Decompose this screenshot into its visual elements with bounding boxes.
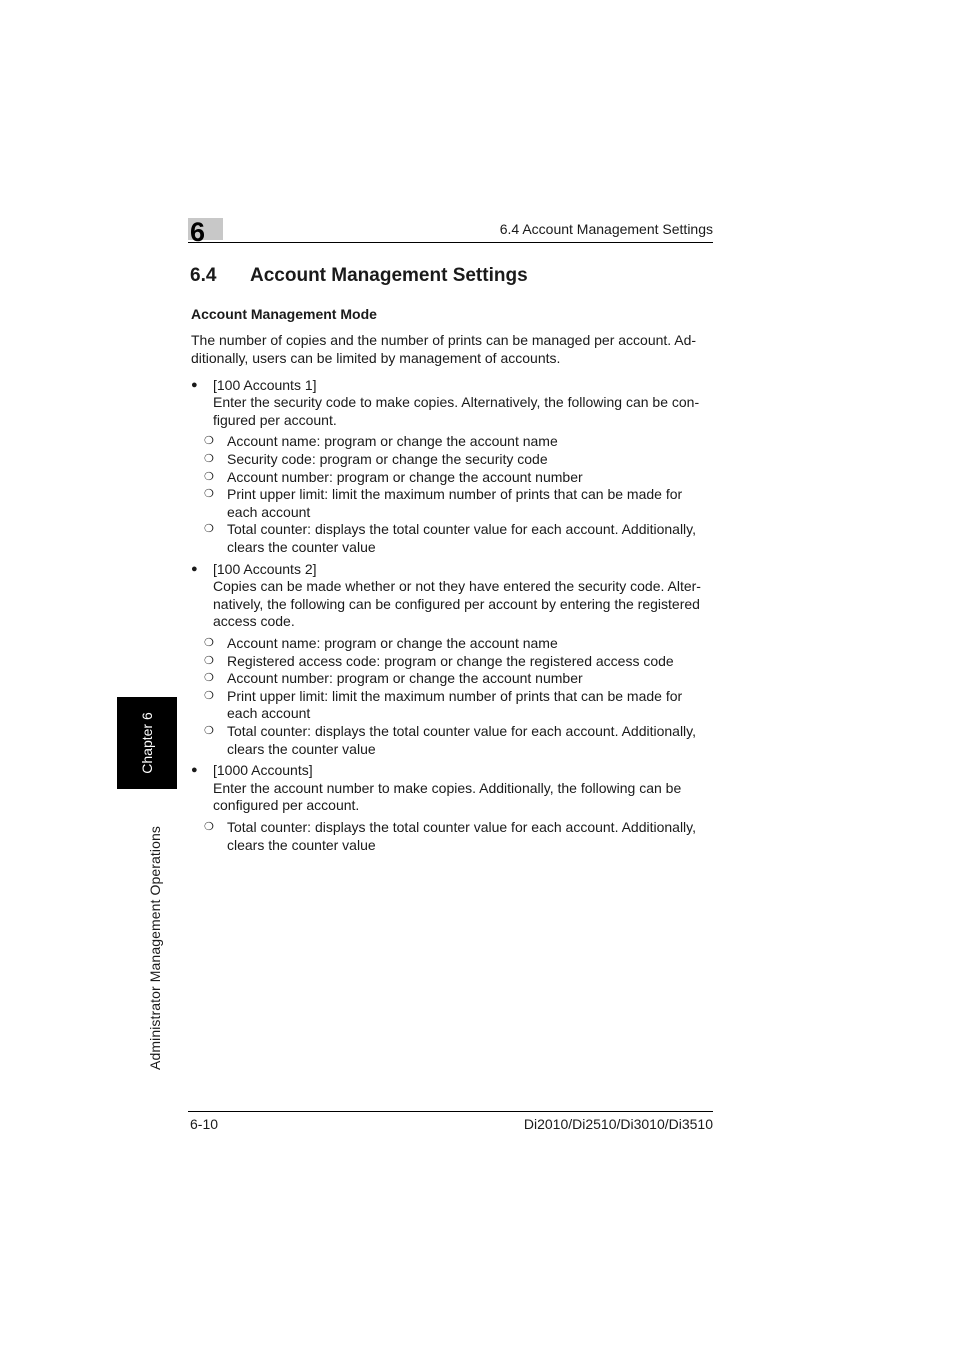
bullet-title: [1000 Accounts] bbox=[213, 762, 313, 779]
hollow-circle-icon: ❍ bbox=[204, 820, 214, 833]
sub-item-text: Print upper limit: limit the maximum number of prints that can be made for bbox=[227, 687, 683, 704]
sub-item-text: Total counter: displays the total counter value for each account. Additionally, bbox=[227, 722, 697, 739]
sub-list bbox=[191, 635, 715, 758]
bullet-title: [100 Accounts 1] bbox=[213, 376, 317, 393]
sub-list-item bbox=[191, 469, 715, 487]
chapter-side-tab-label: Chapter 6 bbox=[139, 712, 155, 774]
section-number: 6.4 bbox=[190, 265, 217, 286]
sub-item-text: each account bbox=[227, 705, 311, 722]
sub-list-item bbox=[191, 653, 715, 671]
bullet-text-line: Copies can be made whether or not they have entered the security code. Alter- bbox=[213, 578, 701, 595]
side-section-label: Administrator Management Operations bbox=[147, 826, 163, 1070]
sub-item-text: Total counter: displays the total counter value for each account. Additionally, bbox=[227, 818, 697, 835]
sub-item-text: clears the counter value bbox=[227, 539, 376, 556]
sub-item-text: clears the counter value bbox=[227, 740, 376, 757]
bullet-text-line: access code. bbox=[213, 613, 295, 630]
sub-list-item bbox=[191, 433, 715, 451]
footer-divider bbox=[188, 1111, 713, 1112]
sub-list-item bbox=[191, 486, 715, 521]
sub-item-text: Registered access code: program or change the registered access code bbox=[227, 652, 674, 669]
hollow-circle-icon: ❍ bbox=[204, 435, 214, 448]
sub-list-item bbox=[191, 688, 715, 723]
chapter-number: 6 bbox=[190, 217, 206, 247]
hollow-circle-icon: ❍ bbox=[204, 523, 214, 536]
bullet-text-line: Enter the security code to make copies. Alternatively, the following can be con- bbox=[213, 394, 700, 411]
sub-list bbox=[191, 433, 715, 556]
sub-list bbox=[191, 819, 715, 854]
sub-list-item bbox=[191, 670, 715, 688]
section-heading bbox=[190, 263, 528, 289]
sub-item-text: each account bbox=[227, 503, 311, 520]
hollow-circle-icon: ❍ bbox=[204, 689, 214, 702]
page-number: 6-10 bbox=[190, 1116, 219, 1132]
bullet-item bbox=[191, 377, 715, 430]
bullet-text-line: figured per account. bbox=[213, 411, 337, 428]
header-divider bbox=[188, 242, 713, 243]
bullet-text-line: Enter the account number to make copies. Additionally, the following can be bbox=[213, 779, 682, 796]
hollow-circle-icon: ❍ bbox=[204, 654, 214, 667]
intro-line: ditionally, users can be limited by management of accounts. bbox=[191, 349, 561, 366]
hollow-circle-icon: ❍ bbox=[204, 453, 214, 466]
subsection-heading: Account Management Mode bbox=[191, 306, 377, 322]
sub-list-item bbox=[191, 521, 715, 556]
section-title: Account Management Settings bbox=[250, 265, 528, 286]
hollow-circle-icon: ❍ bbox=[204, 724, 214, 737]
bullet-item bbox=[191, 561, 715, 631]
bullet-dot-icon: ● bbox=[191, 764, 198, 777]
bullet-text-line: natively, the following can be configured per account by entering the registered bbox=[213, 595, 700, 612]
sub-item-text: Total counter: displays the total counter value for each account. Additionally, bbox=[227, 521, 697, 538]
sub-list-item bbox=[191, 451, 715, 469]
hollow-circle-icon: ❍ bbox=[204, 672, 214, 685]
bullet-item bbox=[191, 762, 715, 815]
intro-paragraph bbox=[191, 332, 715, 367]
bullet-title: [100 Accounts 2] bbox=[213, 560, 317, 577]
hollow-circle-icon: ❍ bbox=[204, 488, 214, 501]
sub-list-item bbox=[191, 819, 715, 854]
hollow-circle-icon: ❍ bbox=[204, 637, 214, 649]
model-name: Di2010/Di2510/Di3010/Di3510 bbox=[523, 1116, 713, 1132]
sub-item-text: Account name: program or change the account name bbox=[227, 433, 558, 450]
bullet-dot-icon: ● bbox=[191, 378, 198, 391]
sub-item-text: Security code: program or change the security code bbox=[227, 451, 548, 468]
running-header-title: 6.4 Account Management Settings bbox=[499, 221, 713, 237]
sub-item-text: Print upper limit: limit the maximum number of prints that can be made for bbox=[227, 486, 683, 503]
hollow-circle-icon: ❍ bbox=[204, 470, 214, 483]
sub-item-text: Account number: program or change the account number bbox=[227, 670, 583, 687]
body-text bbox=[191, 332, 715, 858]
sub-item-text: clears the counter value bbox=[227, 836, 376, 853]
intro-line: The number of copies and the number of prints can be managed per account. Ad- bbox=[191, 332, 697, 348]
sub-list-item bbox=[191, 635, 715, 653]
sub-list-item bbox=[191, 723, 715, 758]
bullet-dot-icon: ● bbox=[191, 562, 198, 575]
bullet-text-line: configured per account. bbox=[213, 797, 360, 814]
sub-item-text: Account name: program or change the account name bbox=[227, 635, 558, 651]
sub-item-text: Account number: program or change the account number bbox=[227, 468, 583, 485]
